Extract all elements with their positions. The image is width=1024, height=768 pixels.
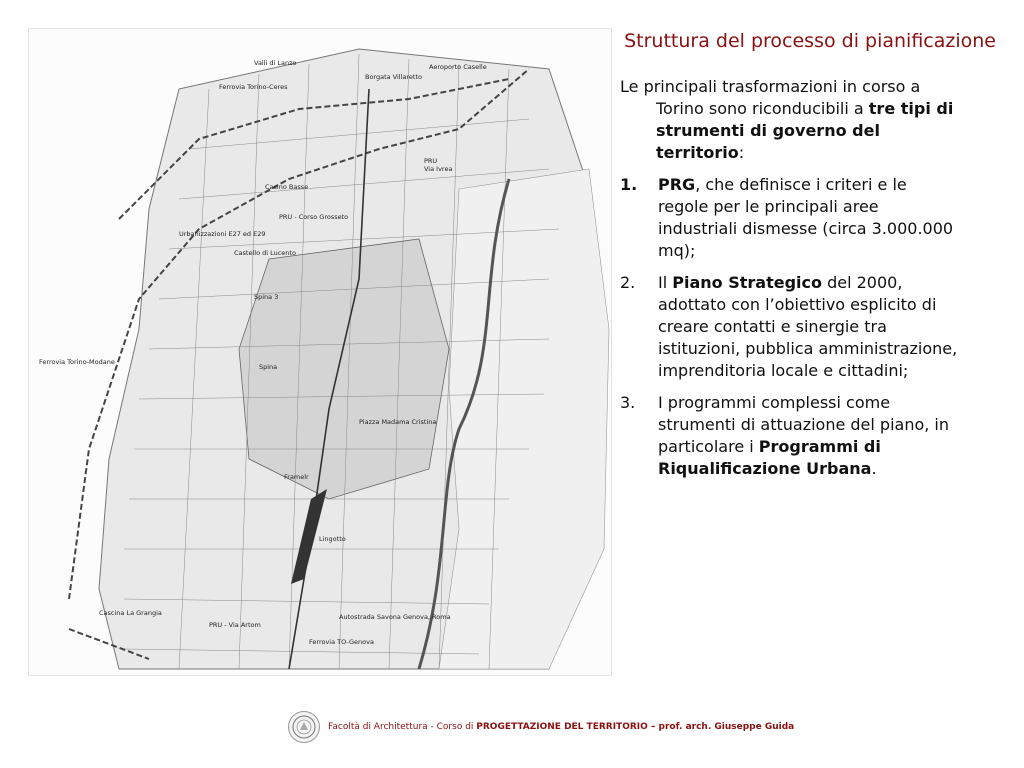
list-item-text: I programmi complessi come strumenti di attuazione del piano, in particolare i [658, 393, 950, 456]
list-number: 3. [620, 393, 636, 412]
university-seal-icon [288, 711, 320, 743]
map-label: Urbanizzazioni E27 ed E29 [179, 230, 266, 238]
intro-emphasis: tre tipi di strumenti di governo del territorio [656, 99, 954, 162]
slide-title: Struttura del processo di pianificazione [624, 30, 996, 52]
map-label: Piazza Madama Cristina [359, 418, 437, 426]
map-label: Via Ivrea [424, 165, 453, 173]
map-label: PRU - Via Artom [209, 621, 261, 629]
map-label: Spina [259, 363, 278, 371]
slide-footer [288, 709, 794, 745]
list-item-text: , che definisce i criteri e le regole per le principali aree industriali dismesse (circa 3.000.000 mq); [658, 175, 954, 260]
list-number: 1. [620, 175, 638, 194]
map-label: Lingotto [319, 535, 346, 543]
list-item-piano-strategico: 2. Il Piano Strategico del 2000, adottato con l’obiettivo esplicito di creare contatti e sinergie tra istituzioni, pubblica amministrazione, imprenditoria locale e cittadini; [620, 273, 958, 380]
footer-course: PROGETTAZIONE DEL TERRITORIO – prof. arch. Giuseppe Guida [476, 722, 795, 732]
list-item-programmi-complessi: 3. I programmi complessi come strumenti di attuazione del piano, in particolare i Programmi di Riqualificazione Urbana. [620, 393, 950, 478]
list-item-lead: PRG [658, 175, 696, 194]
map-label: Castello di Lucento [234, 249, 296, 257]
map-label: Casino Basse [265, 183, 309, 191]
footer-text: Facoltà di Architettura - Corso di PROGETTAZIONE DEL TERRITORIO – prof. arch. Giuseppe Guida [328, 722, 795, 732]
list-item-prg [620, 174, 960, 262]
map-label: Ferrovia TO-Genova [309, 638, 374, 646]
map-label: Aeroporto Caselle [429, 63, 487, 71]
map-label: Autostrada Savona Genova, Roma [339, 613, 451, 621]
map-label: PRU [424, 157, 438, 165]
slide-body [620, 76, 960, 490]
torino-map-image [28, 28, 612, 676]
map-label: Borgata Villaretto [365, 73, 423, 81]
map-label: Ferrovia Torino-Modane [39, 358, 115, 366]
map-drawing [29, 29, 611, 675]
map-label: Ferrovia Torino-Ceres [219, 83, 288, 91]
list-number: 2. [620, 273, 636, 292]
intro-paragraph: Le principali trasformazioni in corso a Torino sono riconducibili a tre tipi di strumenti di governo del territorio: [620, 77, 954, 162]
map-label: PRU - Corso Grosseto [279, 213, 349, 221]
map-label: Framelr [284, 473, 309, 481]
list-item-emphasis: Programmi di Riqualificazione Urbana [658, 437, 881, 478]
map-label: Valli di Lanzo [254, 59, 297, 67]
map-label: Cascina La Grangia [99, 609, 162, 617]
map-label: Spina 3 [254, 293, 279, 301]
list-item-text: del 2000, adottato con l’obiettivo esplicito di creare contatti e sinergie tra istituzioni, pubblica amministrazione, imprenditoria locale e cittadini; [658, 273, 958, 380]
list-item-lead: Piano Strategico [672, 273, 822, 292]
